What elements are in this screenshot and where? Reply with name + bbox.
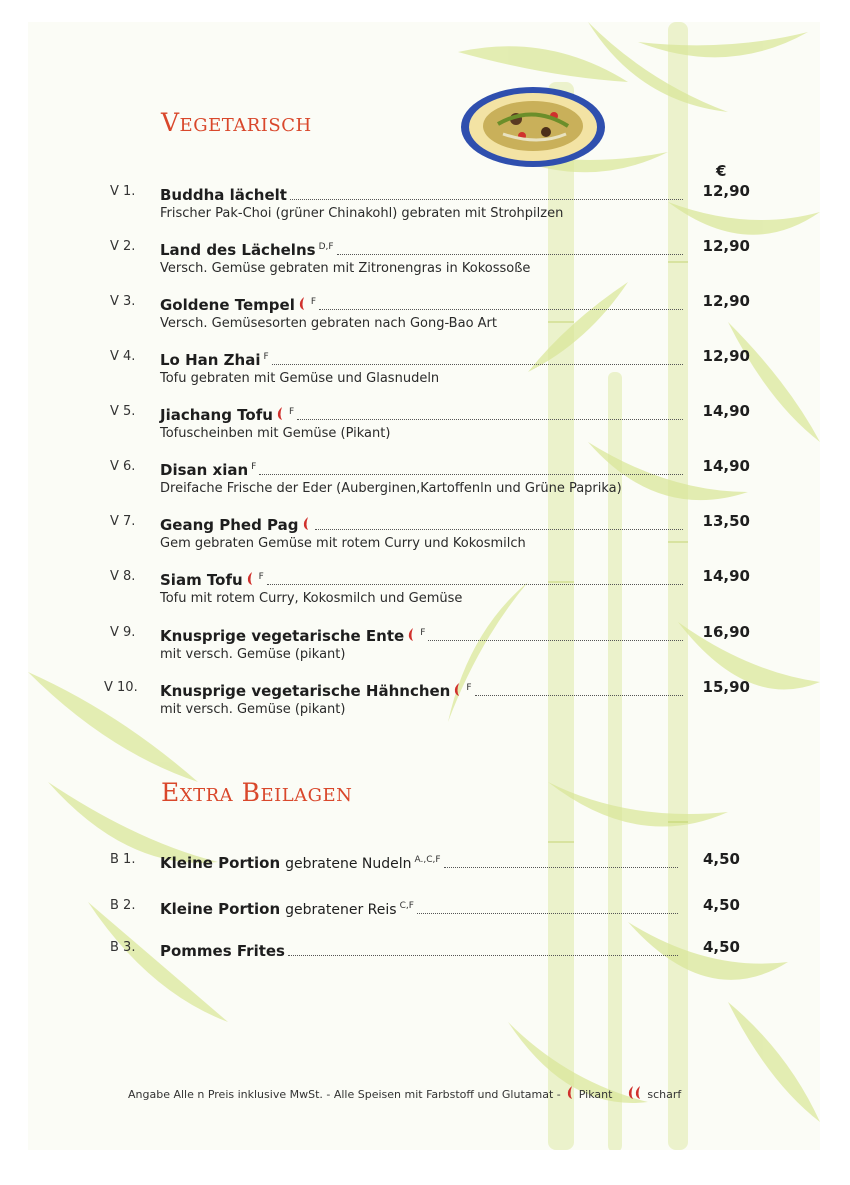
item-allergens: F	[288, 407, 295, 417]
item-number: V 5.	[110, 404, 136, 419]
item-description: Tofu gebraten mit Gemüse und Glasnudeln	[160, 371, 440, 386]
item-description: Dreifache Frische der Eder (Auberginen,Kartoffenln und Grüne Paprika)	[160, 481, 622, 496]
item-line	[160, 623, 685, 645]
item-number: B 2.	[110, 898, 136, 913]
item-line	[160, 896, 680, 918]
menu-page	[28, 22, 820, 1150]
dot-leader	[297, 419, 683, 420]
item-price: 4,50	[702, 896, 740, 914]
item-name: Knusprige vegetarische Hähnchen	[160, 682, 451, 700]
dot-leader	[319, 309, 683, 310]
item-description: Frischer Pak-Choi (grüner Chinakohl) gebraten mit Strohpilzen	[160, 206, 564, 221]
item-number: B 1.	[110, 852, 136, 867]
item-allergens: A.,C,F	[414, 855, 441, 865]
item-line	[160, 678, 685, 700]
item-description: Tofuscheinben mit Gemüse (Pikant)	[160, 426, 391, 441]
item-price: 14,90	[702, 457, 750, 475]
dot-leader	[267, 584, 683, 585]
item-number: V 6.	[110, 459, 136, 474]
chili-icon	[635, 1086, 641, 1099]
chili-icon	[408, 628, 414, 641]
chili-icon	[277, 407, 283, 420]
item-price: 12,90	[702, 237, 750, 255]
item-line	[160, 567, 685, 589]
dish-photo-icon	[458, 84, 608, 170]
item-line	[160, 347, 685, 369]
menu-item	[28, 850, 820, 896]
chili-icon	[247, 572, 253, 585]
item-number: V 7.	[110, 514, 136, 529]
item-price: 13,50	[702, 512, 750, 530]
menu-item	[28, 623, 820, 669]
dot-leader	[428, 640, 683, 641]
menu-item	[28, 567, 820, 613]
item-name: Lo Han Zhai	[160, 351, 261, 369]
chili-icon	[303, 517, 309, 530]
menu-item	[28, 938, 820, 984]
item-allergens: F	[258, 572, 264, 582]
item-allergens: F	[310, 297, 317, 307]
item-name: Geang Phed Pag	[160, 516, 299, 534]
item-name: Pommes Frites	[160, 942, 285, 960]
item-description: mit versch. Gemüse (pikant)	[160, 647, 346, 662]
item-line	[160, 457, 685, 479]
item-name: Kleine Portion	[160, 854, 281, 872]
menu-item	[28, 182, 820, 228]
dot-leader	[444, 867, 678, 868]
item-allergens: F	[263, 352, 269, 362]
item-name: Jiachang Tofu	[160, 406, 273, 424]
item-name: Goldene Tempel	[160, 296, 295, 314]
item-number: V 1.	[110, 184, 136, 199]
item-description: Tofu mit rotem Curry, Kokosmilch und Gemüse	[160, 591, 463, 606]
menu-item	[28, 402, 820, 448]
item-number: V 8.	[110, 569, 136, 584]
dot-leader	[288, 955, 678, 956]
menu-item	[28, 237, 820, 283]
item-line	[160, 512, 685, 534]
item-allergens: F	[466, 683, 472, 693]
dot-leader	[417, 913, 678, 914]
item-price: 14,90	[702, 402, 750, 420]
item-price: 12,90	[702, 182, 750, 200]
menu-item	[28, 292, 820, 338]
item-number: V 10.	[104, 680, 138, 695]
dot-leader	[272, 364, 683, 365]
dot-leader	[337, 254, 683, 255]
item-price: 12,90	[702, 292, 750, 310]
menu-item	[28, 678, 820, 724]
item-price: 14,90	[702, 567, 750, 585]
item-name: Buddha lächelt	[160, 186, 287, 204]
item-line	[160, 237, 685, 259]
footer-scharf-label: scharf	[647, 1088, 682, 1101]
item-allergens: F	[420, 628, 426, 638]
footer-note: Angabe Alle n Preis inklusive MwSt. - Alle Speisen mit Farbstoff und Glutamat -	[128, 1088, 561, 1101]
item-line	[160, 938, 680, 960]
menu-item	[28, 896, 820, 942]
item-subname: gebratener Reis	[285, 902, 397, 918]
section-title-extra-beilagen: Extra Beilagen	[161, 778, 353, 807]
item-description: Versch. Gemüse gebraten mit Zitronengras in Kokossoße	[160, 261, 531, 276]
item-price: 4,50	[702, 938, 740, 956]
item-price: 4,50	[702, 850, 740, 868]
item-price: 16,90	[702, 623, 750, 641]
item-line	[160, 850, 680, 872]
dot-leader	[259, 474, 683, 475]
item-name: Siam Tofu	[160, 571, 243, 589]
item-number: V 4.	[110, 349, 136, 364]
item-description: mit versch. Gemüse (pikant)	[160, 702, 346, 717]
currency-header: €	[716, 162, 727, 180]
item-line	[160, 292, 685, 314]
item-number: V 2.	[110, 239, 136, 254]
chili-icon	[628, 1086, 634, 1099]
footer-legend	[128, 1088, 681, 1101]
item-line	[160, 182, 685, 204]
item-subname: gebratene Nudeln	[285, 856, 412, 872]
item-price: 12,90	[702, 347, 750, 365]
item-name: Kleine Portion	[160, 900, 281, 918]
menu-item	[28, 457, 820, 503]
chili-icon	[567, 1086, 573, 1099]
item-allergens: C,F	[399, 901, 414, 911]
item-description: Gem gebraten Gemüse mit rotem Curry und Kokosmilch	[160, 536, 526, 551]
dot-leader	[475, 695, 683, 696]
item-allergens: F	[251, 462, 257, 472]
item-price: 15,90	[702, 678, 750, 696]
item-name: Disan xian	[160, 461, 249, 479]
item-line	[160, 402, 685, 424]
chili-icon	[299, 297, 305, 310]
dot-leader	[315, 529, 683, 530]
chili-icon	[454, 683, 460, 696]
menu-item	[28, 512, 820, 558]
item-name: Land des Lächelns	[160, 241, 316, 259]
item-number: V 9.	[110, 625, 136, 640]
footer-pikant-label: Pikant	[578, 1088, 613, 1101]
item-number: B 3.	[110, 940, 136, 955]
item-allergens: D,F	[318, 242, 334, 252]
item-number: V 3.	[110, 294, 136, 309]
item-name: Knusprige vegetarische Ente	[160, 627, 405, 645]
dot-leader	[290, 199, 683, 200]
menu-item	[28, 347, 820, 393]
section-title-vegetarisch: Vegetarisch	[161, 108, 312, 137]
item-description: Versch. Gemüsesorten gebraten nach Gong-Bao Art	[160, 316, 497, 331]
